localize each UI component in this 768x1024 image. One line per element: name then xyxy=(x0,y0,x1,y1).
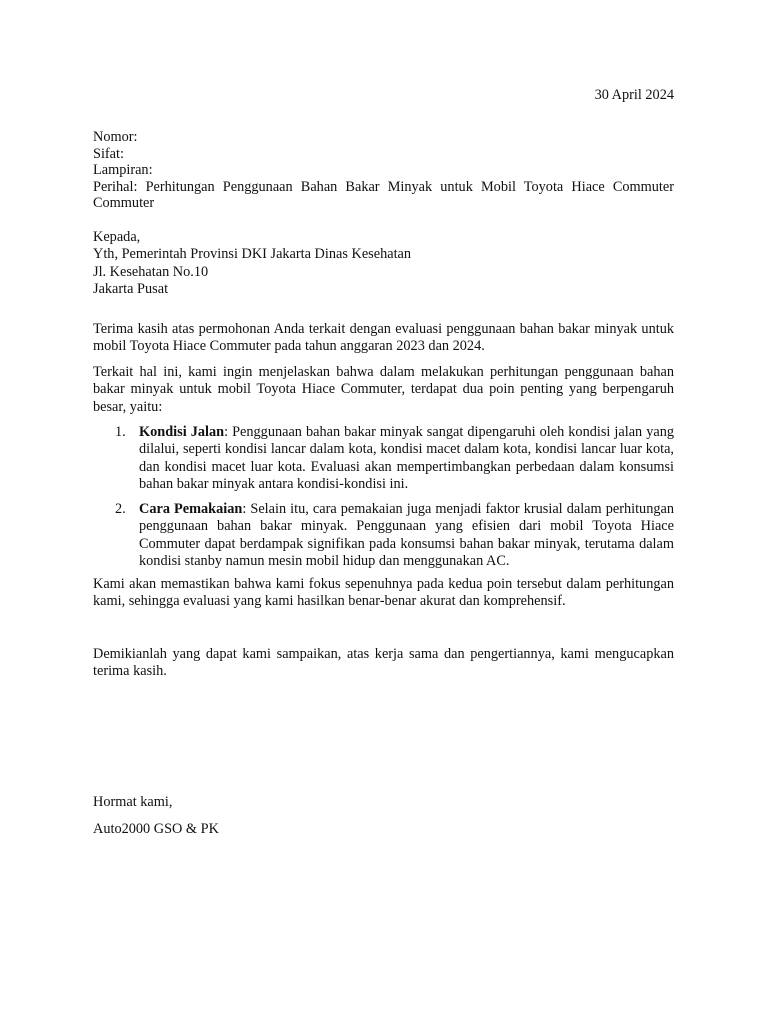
recipient-city: Jakarta Pusat xyxy=(93,280,169,297)
signer-name: Auto2000 GSO & PK xyxy=(93,821,219,837)
list-item-text: : Penggunaan bahan bakar minyak sangat dipengaruhi oleh kondisi jalan yang dilalui, seperti kondisi lancar dalam kota, kondisi macet dalam kota, kondisi lancar luar kota, dan kondisi macet luar kota. Evaluasi akan mempertimbangkan perbedaan dalam konsumsi bahan bakar minyak antara kondisi-kondisi ini. xyxy=(139,424,675,492)
paragraph-context: Terkait hal ini, kami ingin menjelaskan bahwa dalam melakukan perhitungan penggunaan bahan bakar minyak untuk mobil Toyota Hiace Commuter, terdapat dua poin penting yang berpengaruh besar, yaitu: xyxy=(93,364,674,415)
list-item-number: 1. xyxy=(115,424,126,440)
paragraph-commitment: Kami akan memastikan bahwa kami fokus sepenuhnya pada kedua poin tersebut dalam perhitungan kami, sehingga evaluasi yang kami hasilkan benar-benar akurat dan komprehensif. xyxy=(93,576,674,610)
recipient-name: Yth, Pemerintah Provinsi DKI Jakarta Dinas Kesehatan xyxy=(93,246,412,263)
list-item xyxy=(93,501,674,570)
letter-date: 30 April 2024 xyxy=(594,87,674,103)
closing-salutation: Hormat kami, xyxy=(93,794,173,810)
meta-nomor: Nomor: xyxy=(93,129,138,145)
meta-sifat: Sifat: xyxy=(93,145,124,162)
list-item xyxy=(93,424,674,493)
letter-meta xyxy=(93,129,674,212)
list-item-title: Kondisi Jalan xyxy=(139,424,225,440)
recipient-salutation: Kepada, xyxy=(93,229,141,245)
recipient-street: Jl. Kesehatan No.10 xyxy=(93,263,209,280)
meta-perihal: Perihal: Perhitungan Penggunaan Bahan Bakar Minyak untuk Mobil Toyota Hiace Commuter Commuter xyxy=(93,178,674,211)
points-list xyxy=(93,424,674,570)
list-item-text: : Selain itu, cara pemakaian juga menjadi faktor krusial dalam perhitungan penggunaan bahan bakar minyak. Penggunaan yang efisien dari mobil Toyota Hiace Commuter dapat berdampak signifikan pada konsumsi bahan bakar minyak, terutama dalam kondisi stanby namun mesin mobil hidup dan menggunakan AC. xyxy=(139,501,674,570)
list-item-title: Cara Pemakaian xyxy=(139,501,243,518)
paragraph-intro: Terima kasih atas permohonan Anda terkait dengan evaluasi penggunaan bahan bakar minyak untuk mobil Toyota Hiace Commuter pada tahun anggaran 2023 dan 2024. xyxy=(93,321,674,355)
meta-lampiran: Lampiran: xyxy=(93,162,153,178)
recipient-block xyxy=(93,229,674,298)
list-item-number: 2. xyxy=(115,501,126,518)
paragraph-closing: Demikianlah yang dapat kami sampaikan, atas kerja sama dan pengertiannya, kami mengucapkan terima kasih. xyxy=(93,646,674,680)
